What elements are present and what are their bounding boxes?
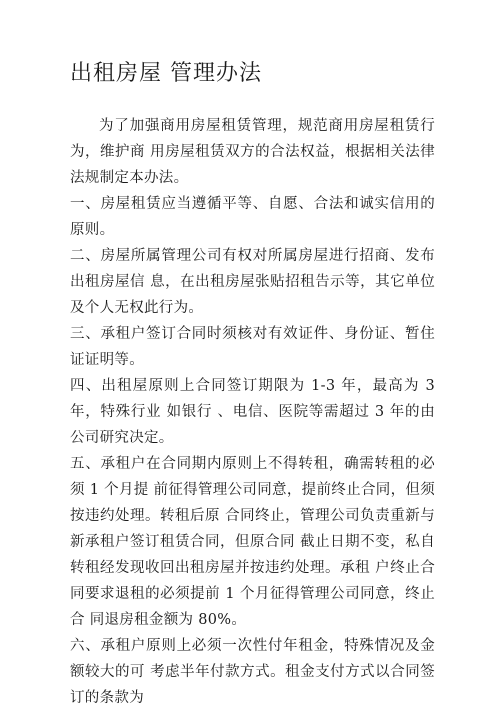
article-1: 一、房屋租赁应当遵循平等、自愿、合法和诚实信用的原则。: [70, 196, 435, 238]
document-body: [70, 113, 435, 711]
document-title: 出租房屋 管理办法: [70, 61, 262, 86]
article-5: 五、承租户在合同期内原则上不得转租，确需转租的必须 1 个月提 前征得管理公司同意，提前终止合同，但须按违约处理。转租后原 合同终止，管理公司负责重新与新承租户签订租赁合同，但原合同 截止日期不变，私自转租经发现收回出租房屋并按违约处理。承租 户终止合同要求退租的必须提前 1 个月征得管理公司同意，终止合 同退房租金额为 80%。: [70, 456, 435, 628]
article-2: 二、房屋所属管理公司有权对所属房屋进行招商、发布出租房屋信 息，在出租房屋张贴招租告示等，其它单位及个人无权此行为。: [70, 248, 435, 316]
preamble-paragraph: 为了加强商用房屋租赁管理，规范商用房屋租赁行为，维护商 用房屋租赁双方的合法权益，根据相关法律法规制定本办法。: [70, 118, 435, 186]
article-4: 四、出租屋原则上合同签订期限为 1-3 年，最高为 3 年，特殊行业 如银行 、电信、医院等需超过 3 年的由公司研究决定。: [70, 378, 435, 446]
article-3: 三、承租户签订合同时须核对有效证件、身份证、暂住证证明等。: [70, 326, 435, 368]
article-6: 六、承租户原则上必须一次性付年租金，特殊情况及金额较大的可 考虑半年付款方式。租金支付方式以合同签订的条款为: [70, 638, 435, 706]
